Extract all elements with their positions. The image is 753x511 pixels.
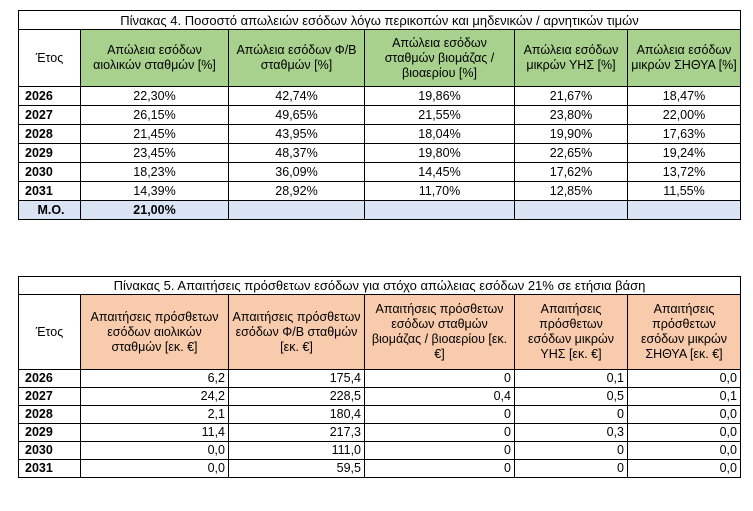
value-cell: 21,45% — [81, 125, 229, 144]
value-cell: 0,0 — [628, 442, 741, 460]
table-4-title: Πίνακας 4. Ποσοστό απωλειών εσόδων λόγω περικοπών και μηδενικών / αρνητικών τιμών — [19, 11, 741, 30]
value-cell: 0,0 — [81, 442, 229, 460]
value-cell: 22,65% — [515, 144, 628, 163]
value-cell: 14,45% — [365, 163, 515, 182]
value-cell: 180,4 — [229, 406, 365, 424]
table-row — [19, 424, 741, 442]
average-label: Μ.Ο. — [19, 201, 81, 220]
table-5-header-pv: Απαιτήσεις πρόσθετων εσόδων Φ/Β σταθμών [εκ. €] — [229, 295, 365, 370]
year-cell: 2027 — [19, 106, 81, 125]
table-row — [19, 442, 741, 460]
value-cell: 0,3 — [515, 424, 628, 442]
value-cell: 12,85% — [515, 182, 628, 201]
table-4-body — [19, 87, 741, 220]
value-cell: 43,95% — [229, 125, 365, 144]
value-cell: 23,45% — [81, 144, 229, 163]
value-cell: 21,55% — [365, 106, 515, 125]
value-cell: 0,0 — [628, 370, 741, 388]
value-cell: 19,80% — [365, 144, 515, 163]
table-4-header-wind: Απώλεια εσόδων αιολικών σταθμών [%] — [81, 30, 229, 87]
table-5-header-biomass: Απαιτήσεις πρόσθετων εσόδων σταθμών βιομάζας / βιοαερίου [εκ. €] — [365, 295, 515, 370]
value-cell: 49,65% — [229, 106, 365, 125]
value-cell: 0,0 — [628, 460, 741, 478]
value-cell: 0,0 — [628, 406, 741, 424]
value-cell: 17,62% — [515, 163, 628, 182]
table-row — [19, 87, 741, 106]
average-value: 21,00% — [81, 201, 229, 220]
table-4-header-year: Έτος — [19, 30, 81, 87]
value-cell: 228,5 — [229, 388, 365, 406]
table-row — [19, 106, 741, 125]
value-cell: 14,39% — [81, 182, 229, 201]
table-5 — [18, 276, 741, 478]
value-cell: 0,1 — [515, 370, 628, 388]
year-cell: 2029 — [19, 424, 81, 442]
year-cell: 2026 — [19, 87, 81, 106]
value-cell: 11,4 — [81, 424, 229, 442]
value-cell: 0,0 — [628, 424, 741, 442]
year-cell: 2026 — [19, 370, 81, 388]
table-4-header-biomass: Απώλεια εσόδων σταθμών βιομάζας / βιοαερίου [%] — [365, 30, 515, 87]
value-cell: 2,1 — [81, 406, 229, 424]
value-cell: 59,5 — [229, 460, 365, 478]
value-cell: 28,92% — [229, 182, 365, 201]
value-cell: 6,2 — [81, 370, 229, 388]
year-cell: 2030 — [19, 163, 81, 182]
table-5-body — [19, 370, 741, 478]
table-5-title: Πίνακας 5. Απαιτήσεις πρόσθετων εσόδων για στόχο απώλειας εσόδων 21% σε ετήσια βάση — [19, 277, 741, 295]
table-row — [19, 406, 741, 424]
value-cell: 0,1 — [628, 388, 741, 406]
value-cell: 24,2 — [81, 388, 229, 406]
value-cell: 22,30% — [81, 87, 229, 106]
value-cell: 26,15% — [81, 106, 229, 125]
value-cell: 22,00% — [628, 106, 741, 125]
value-cell: 17,63% — [628, 125, 741, 144]
table-5-header-chp: Απαιτήσεις πρόσθετων εσόδων μικρών ΣΗΘΥΑ [εκ. €] — [628, 295, 741, 370]
value-cell: 0 — [365, 370, 515, 388]
value-cell: 18,23% — [81, 163, 229, 182]
value-cell: 11,70% — [365, 182, 515, 201]
value-cell: 0 — [365, 424, 515, 442]
table-row — [19, 125, 741, 144]
table-4-header-chp: Απώλεια εσόδων μικρών ΣΗΘΥΑ [%] — [628, 30, 741, 87]
value-cell: 21,67% — [515, 87, 628, 106]
value-cell: 0 — [515, 460, 628, 478]
value-cell: 19,86% — [365, 87, 515, 106]
year-cell: 2027 — [19, 388, 81, 406]
value-cell: 11,55% — [628, 182, 741, 201]
year-cell: 2031 — [19, 182, 81, 201]
value-cell: 175,4 — [229, 370, 365, 388]
table-row — [19, 163, 741, 182]
table-5-header-wind: Απαιτήσεις πρόσθετων εσόδων αιολικών σταθμών [εκ. €] — [81, 295, 229, 370]
value-cell: 13,72% — [628, 163, 741, 182]
value-cell: 0 — [365, 460, 515, 478]
value-cell: 217,3 — [229, 424, 365, 442]
table-row — [19, 182, 741, 201]
table-4-header-pv: Απώλεια εσόδων Φ/Β σταθμών [%] — [229, 30, 365, 87]
value-cell: 0,0 — [81, 460, 229, 478]
value-cell: 0 — [515, 442, 628, 460]
table-5-header-year: Έτος — [19, 295, 81, 370]
year-cell: 2031 — [19, 460, 81, 478]
year-cell: 2028 — [19, 406, 81, 424]
table-4 — [18, 10, 741, 220]
table-4-header-hydro: Απώλεια εσόδων μικρών ΥΗΣ [%] — [515, 30, 628, 87]
value-cell: 0,5 — [515, 388, 628, 406]
value-cell: 48,37% — [229, 144, 365, 163]
value-cell: 19,90% — [515, 125, 628, 144]
table-row — [19, 370, 741, 388]
value-cell: 36,09% — [229, 163, 365, 182]
empty-cell — [628, 201, 741, 220]
year-cell: 2028 — [19, 125, 81, 144]
table-row — [19, 388, 741, 406]
empty-cell — [515, 201, 628, 220]
value-cell: 18,47% — [628, 87, 741, 106]
empty-cell — [365, 201, 515, 220]
table-5-header-hydro: Απαιτήσεις πρόσθετων εσόδων μικρών ΥΗΣ [εκ. €] — [515, 295, 628, 370]
value-cell: 111,0 — [229, 442, 365, 460]
value-cell: 0 — [515, 406, 628, 424]
value-cell: 19,24% — [628, 144, 741, 163]
value-cell: 18,04% — [365, 125, 515, 144]
empty-cell — [229, 201, 365, 220]
value-cell: 23,80% — [515, 106, 628, 125]
value-cell: 0 — [365, 406, 515, 424]
value-cell: 0 — [365, 442, 515, 460]
table-row — [19, 144, 741, 163]
year-cell: 2030 — [19, 442, 81, 460]
value-cell: 0,4 — [365, 388, 515, 406]
table-row — [19, 460, 741, 478]
value-cell: 42,74% — [229, 87, 365, 106]
year-cell: 2029 — [19, 144, 81, 163]
average-row — [19, 201, 741, 220]
